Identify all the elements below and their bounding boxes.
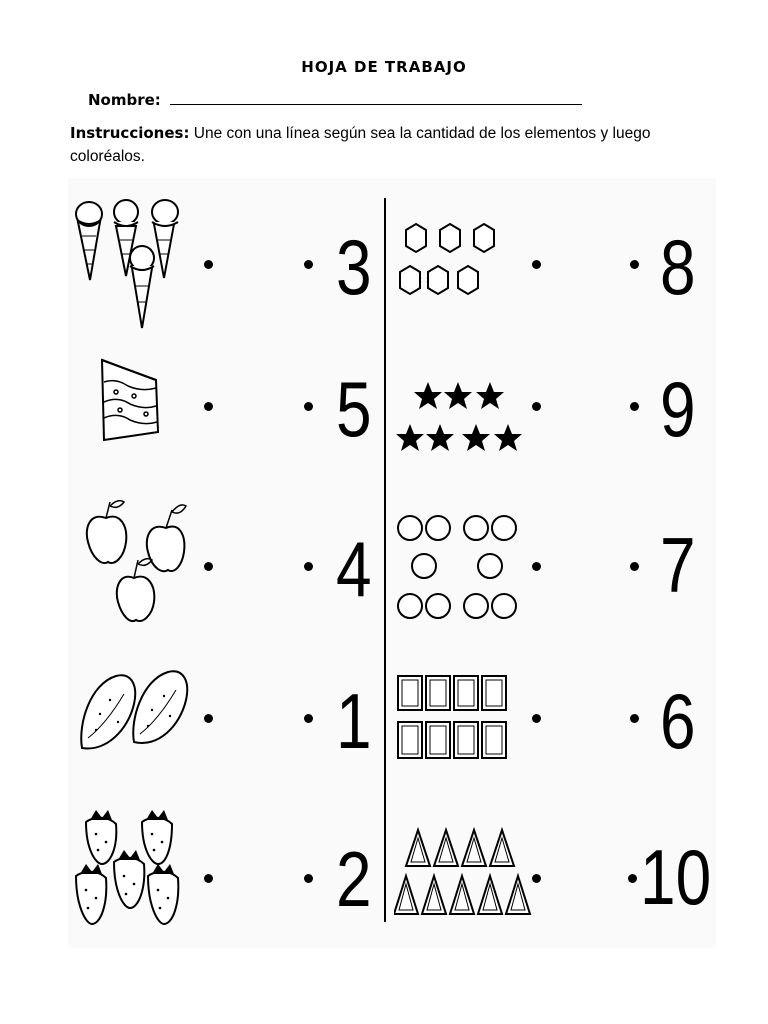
- strawberries-icon: [72, 806, 184, 930]
- match-dot[interactable]: [204, 402, 213, 411]
- number-label: 10: [640, 833, 712, 921]
- match-dot[interactable]: [204, 260, 213, 269]
- match-dot[interactable]: [630, 402, 639, 411]
- number-label: 2: [336, 835, 372, 923]
- cake-slice-icon: [96, 352, 164, 444]
- lemons-icon: [76, 664, 192, 756]
- hexagons-icon: [396, 218, 500, 304]
- match-dot[interactable]: [630, 260, 639, 269]
- apples-icon: [80, 494, 190, 630]
- match-dot[interactable]: [304, 874, 313, 883]
- match-dot[interactable]: [630, 714, 639, 723]
- number-label: 8: [660, 223, 696, 311]
- match-dot[interactable]: [630, 562, 639, 571]
- number-label: 3: [336, 223, 372, 311]
- ice-cream-cones-icon: [72, 196, 184, 334]
- number-label: 7: [660, 521, 696, 609]
- match-dot[interactable]: [304, 562, 313, 571]
- match-dot[interactable]: [532, 714, 541, 723]
- number-label: 5: [336, 365, 372, 453]
- number-label: 1: [336, 677, 372, 765]
- match-dot[interactable]: [532, 260, 541, 269]
- instructions: [70, 122, 710, 168]
- squares-icon: [396, 674, 512, 766]
- match-dot[interactable]: [628, 874, 637, 883]
- column-divider: [384, 198, 386, 922]
- match-dot[interactable]: [304, 260, 313, 269]
- match-dot[interactable]: [304, 714, 313, 723]
- name-field-line[interactable]: [170, 90, 582, 105]
- match-dot[interactable]: [204, 874, 213, 883]
- number-label: 6: [660, 677, 696, 765]
- match-dot[interactable]: [204, 714, 213, 723]
- match-dot[interactable]: [304, 402, 313, 411]
- stars-icon: [396, 372, 524, 462]
- number-label: 9: [660, 365, 696, 453]
- match-dot[interactable]: [532, 402, 541, 411]
- name-row: [88, 90, 582, 109]
- match-dot[interactable]: [204, 562, 213, 571]
- instructions-text: Une con una línea según sea la cantidad de los elementos y luego coloréalos.: [70, 125, 651, 165]
- worksheet-title: HOJA DE TRABAJO: [301, 58, 467, 76]
- number-label: 4: [336, 525, 372, 613]
- name-label: Nombre:: [88, 91, 161, 109]
- triangles-icon: [394, 826, 534, 918]
- instructions-label: Instrucciones:: [70, 124, 190, 142]
- circles-icon: [394, 506, 522, 630]
- match-dot[interactable]: [532, 874, 541, 883]
- match-dot[interactable]: [532, 562, 541, 571]
